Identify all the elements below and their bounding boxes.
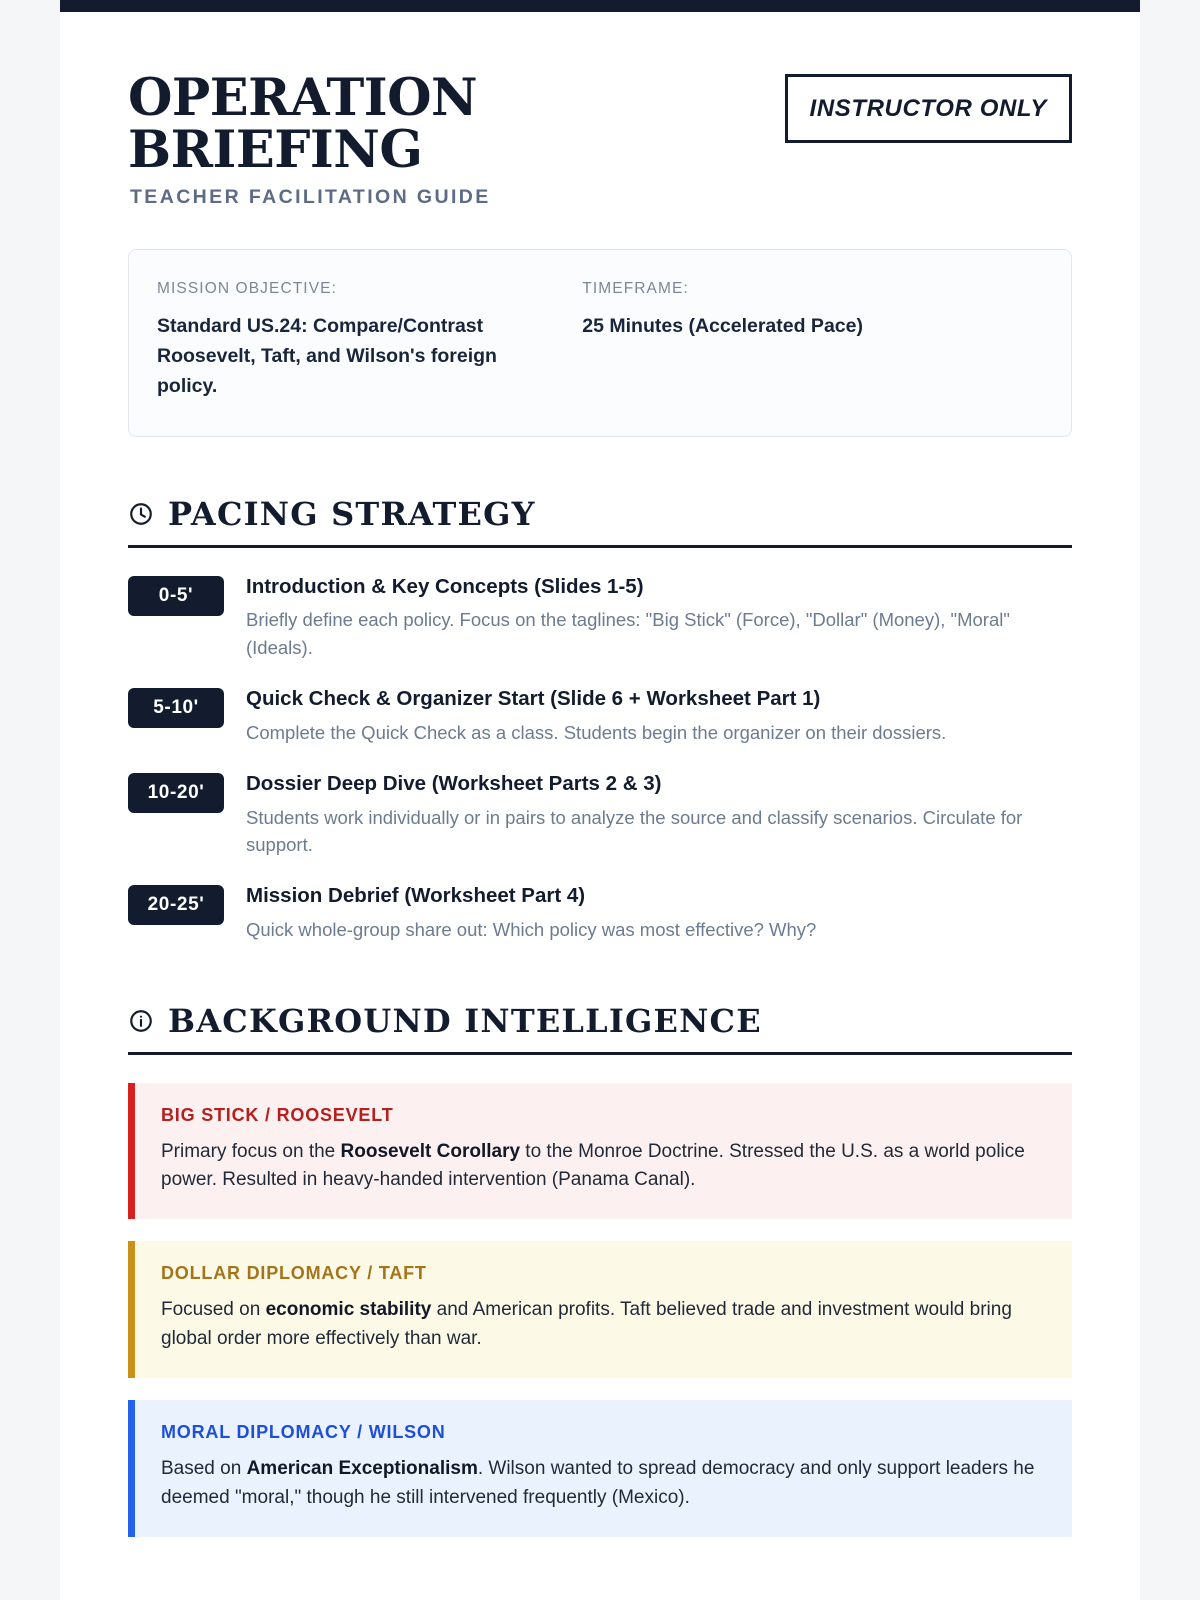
intel-body-pre: Focused on: [161, 1299, 266, 1321]
document-page: [60, 0, 1140, 1600]
pacing-item-text: [246, 771, 1072, 858]
instructor-only-stamp: INSTRUCTOR ONLY: [785, 74, 1072, 143]
mission-summary-box: [128, 249, 1072, 437]
document-header: [128, 68, 1072, 209]
intel-card-body: [161, 1138, 1046, 1196]
pacing-item-title: Mission Debrief (Worksheet Part 4): [246, 884, 586, 908]
intel-card-taft: [128, 1241, 1072, 1378]
intel-card-label: BIG STICK / ROOSEVELT: [161, 1104, 394, 1125]
pacing-item-title: Quick Check & Organizer Start (Slide 6 + Worksheet Part 1): [246, 687, 821, 711]
pacing-item-text: [246, 883, 1072, 943]
background-section-title: BACKGROUND INTELLIGENCE: [168, 1001, 762, 1040]
info-icon: [128, 1008, 154, 1034]
title-block: [128, 68, 761, 209]
pacing-item-description: Briefly define each policy. Focus on the taglines: "Big Stick" (Force), "Dollar" (Money), "Moral" (Ideals).: [246, 609, 1010, 658]
intel-body-post: . Wilson wanted to spread democracy and only support leaders he deemed "moral," though he still intervened frequently (Mexico).: [161, 1458, 1035, 1508]
pacing-item-description: Complete the Quick Check as a class. Students begin the organizer on their dossiers.: [246, 721, 947, 743]
pacing-item: [128, 883, 1072, 943]
pacing-item-title: Introduction & Key Concepts (Slides 1-5): [246, 574, 644, 598]
pacing-time-chip: 5-10': [128, 688, 224, 728]
intel-body-pre: Based on: [161, 1458, 247, 1479]
intel-body-pre: Primary focus on the: [161, 1140, 341, 1162]
pacing-time-chip: 0-5': [128, 576, 224, 616]
pacing-time-chip: 10-20': [128, 773, 224, 813]
pacing-section-header: [128, 495, 1072, 548]
pacing-list: [128, 574, 1072, 944]
timeframe-value: 25 Minutes (Accelerated Pace): [582, 315, 863, 338]
timeframe-label: TIMEFRAME:: [582, 280, 689, 298]
intel-body-emphasis: Roosevelt Corollary: [340, 1140, 521, 1162]
mission-objective-value: Standard US.24: Compare/Contrast Roosevelt, Taft, and Wilson's foreign policy.: [157, 315, 497, 398]
intel-card-list: [128, 1083, 1072, 1537]
intel-card-roosevelt: [128, 1083, 1072, 1220]
timeframe-column: [582, 280, 1043, 402]
intel-body-emphasis: American Exceptionalism: [246, 1458, 478, 1479]
intel-card-body: [161, 1455, 1046, 1513]
mission-objective-label: MISSION OBJECTIVE:: [157, 280, 337, 298]
pacing-item: [128, 686, 1072, 746]
intel-body-emphasis: economic stability: [265, 1299, 432, 1321]
background-intelligence-section: [128, 1002, 1072, 1537]
intel-body-post: to the Monroe Doctrine. Stressed the U.S. as a world police power. Resulted in heavy-handed intervention (Panama Canal).: [161, 1140, 1025, 1191]
intel-card-body: [161, 1296, 1046, 1354]
intel-card-label: DOLLAR DIPLOMACY / TAFT: [161, 1263, 427, 1284]
pacing-item-title: Dossier Deep Dive (Worksheet Parts 2 & 3): [246, 772, 662, 796]
pacing-item-description: Students work individually or in pairs to analyze the source and classify scenarios. Circulate for support.: [246, 806, 1023, 856]
pacing-section-title: PACING STRATEGY: [168, 494, 536, 533]
intel-body-post: and American profits. Taft believed trade and investment would bring global order more effectively than war.: [161, 1299, 1012, 1350]
pacing-time-chip: 20-25': [128, 885, 224, 925]
mission-objective-column: [157, 280, 582, 402]
pacing-item-description: Quick whole-group share out: Which policy was most effective? Why?: [246, 919, 817, 941]
pacing-item: [128, 771, 1072, 858]
page-subtitle: TEACHER FACILITATION GUIDE: [130, 186, 491, 209]
intel-card-label: MORAL DIPLOMACY / WILSON: [161, 1422, 446, 1442]
top-accent-bar: [60, 0, 1140, 12]
page-title: OPERATION BRIEFING: [128, 68, 478, 181]
clock-icon: [128, 501, 154, 527]
intel-card-wilson: [128, 1400, 1072, 1537]
pacing-item-text: [246, 574, 1072, 661]
pacing-item-text: [246, 686, 1072, 746]
background-section-header: [128, 1002, 1072, 1055]
pacing-strategy-section: [128, 495, 1072, 944]
pacing-item: [128, 574, 1072, 661]
